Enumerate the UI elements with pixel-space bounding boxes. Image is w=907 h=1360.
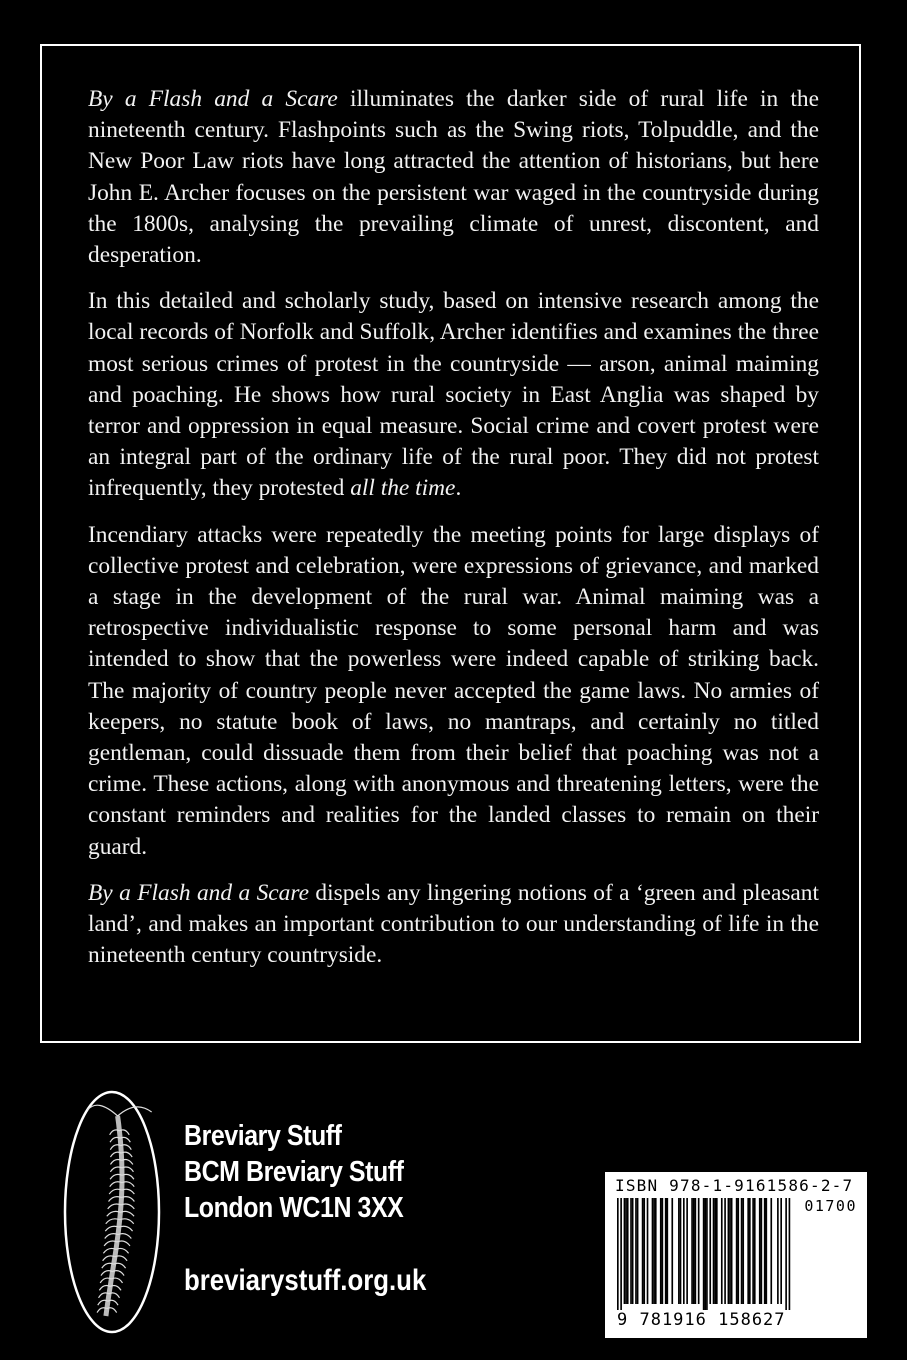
isbn-label: ISBN 978-1-9161586-2-7 — [615, 1176, 854, 1195]
barcode — [605, 1172, 867, 1338]
price-code: 01700 — [804, 1197, 857, 1215]
centipede-icon — [62, 1088, 162, 1336]
blurb-paragraph-1: By a Flash and a Scare illuminates the darker side of rural life in the nineteenth century. Flashpoints such as the Swing riots, Tolpuddle, and the New Poor Law riots have long attracted the attention of historians, but here John E. Archer focuses on the persistent war waged in the countryside during the 1800s, analysing the prevailing climate of unrest, discontent, and desperation. — [88, 86, 820, 269]
address-line-2: London WC1N 3XX — [184, 1192, 404, 1224]
emphasis: all the time — [350, 475, 456, 502]
blurb-box — [40, 44, 861, 1043]
address-line-1: BCM Breviary Stuff — [184, 1156, 404, 1188]
publisher-address — [184, 1118, 439, 1226]
book-title: By a Flash and a Scare — [88, 86, 338, 112]
blurb-paragraph-2: In this detailed and scholarly study, based on intensive research among the local records of Norfolk and Suffolk, Archer identifies and examines the three most serious crimes of protest in the countryside — arson, animal maiming and poaching. He shows how rural society in East Anglia was shaped by terror and oppression in equal measure. Social crime and covert protest were an integral part of the ordinary life of the rural poor. They did not protest infrequently, they protested all the time. — [88, 288, 819, 502]
blurb-paragraph-3: Incendiary attacks were repeatedly the meeting points for large displays of collective protest and celebration, were expressions of grievance, and marked a stage in the development of the rural war. Animal maiming was a retrospective individualistic response to some personal harm and was intended to show that the powerless were indeed capable of striking back. The majority of country people never accepted the game laws. No armies of keepers, no statute book of laws, no mantraps, and certainly no titled gentleman, could dissuade them from their belief that poaching was not a crime. These actions, along with anonymous and threatening letters, were the constant reminders and realities for the landed classes to remain on their guard. — [88, 521, 819, 860]
blurb-paragraph-4: By a Flash and a Scare dispels any lingering notions of a ‘green and pleasant land’, and makes an important contribution to our understanding of life in the nineteenth century countryside. — [88, 879, 819, 969]
website-link[interactable]: breviarystuff.org.uk — [184, 1264, 427, 1297]
book-title: By a Flash and a Scare — [88, 879, 309, 906]
barcode-digits: 9 781916 158627 — [617, 1310, 786, 1330]
publisher-name: Breviary Stuff — [184, 1120, 342, 1152]
barcode-bars — [613, 1198, 803, 1310]
